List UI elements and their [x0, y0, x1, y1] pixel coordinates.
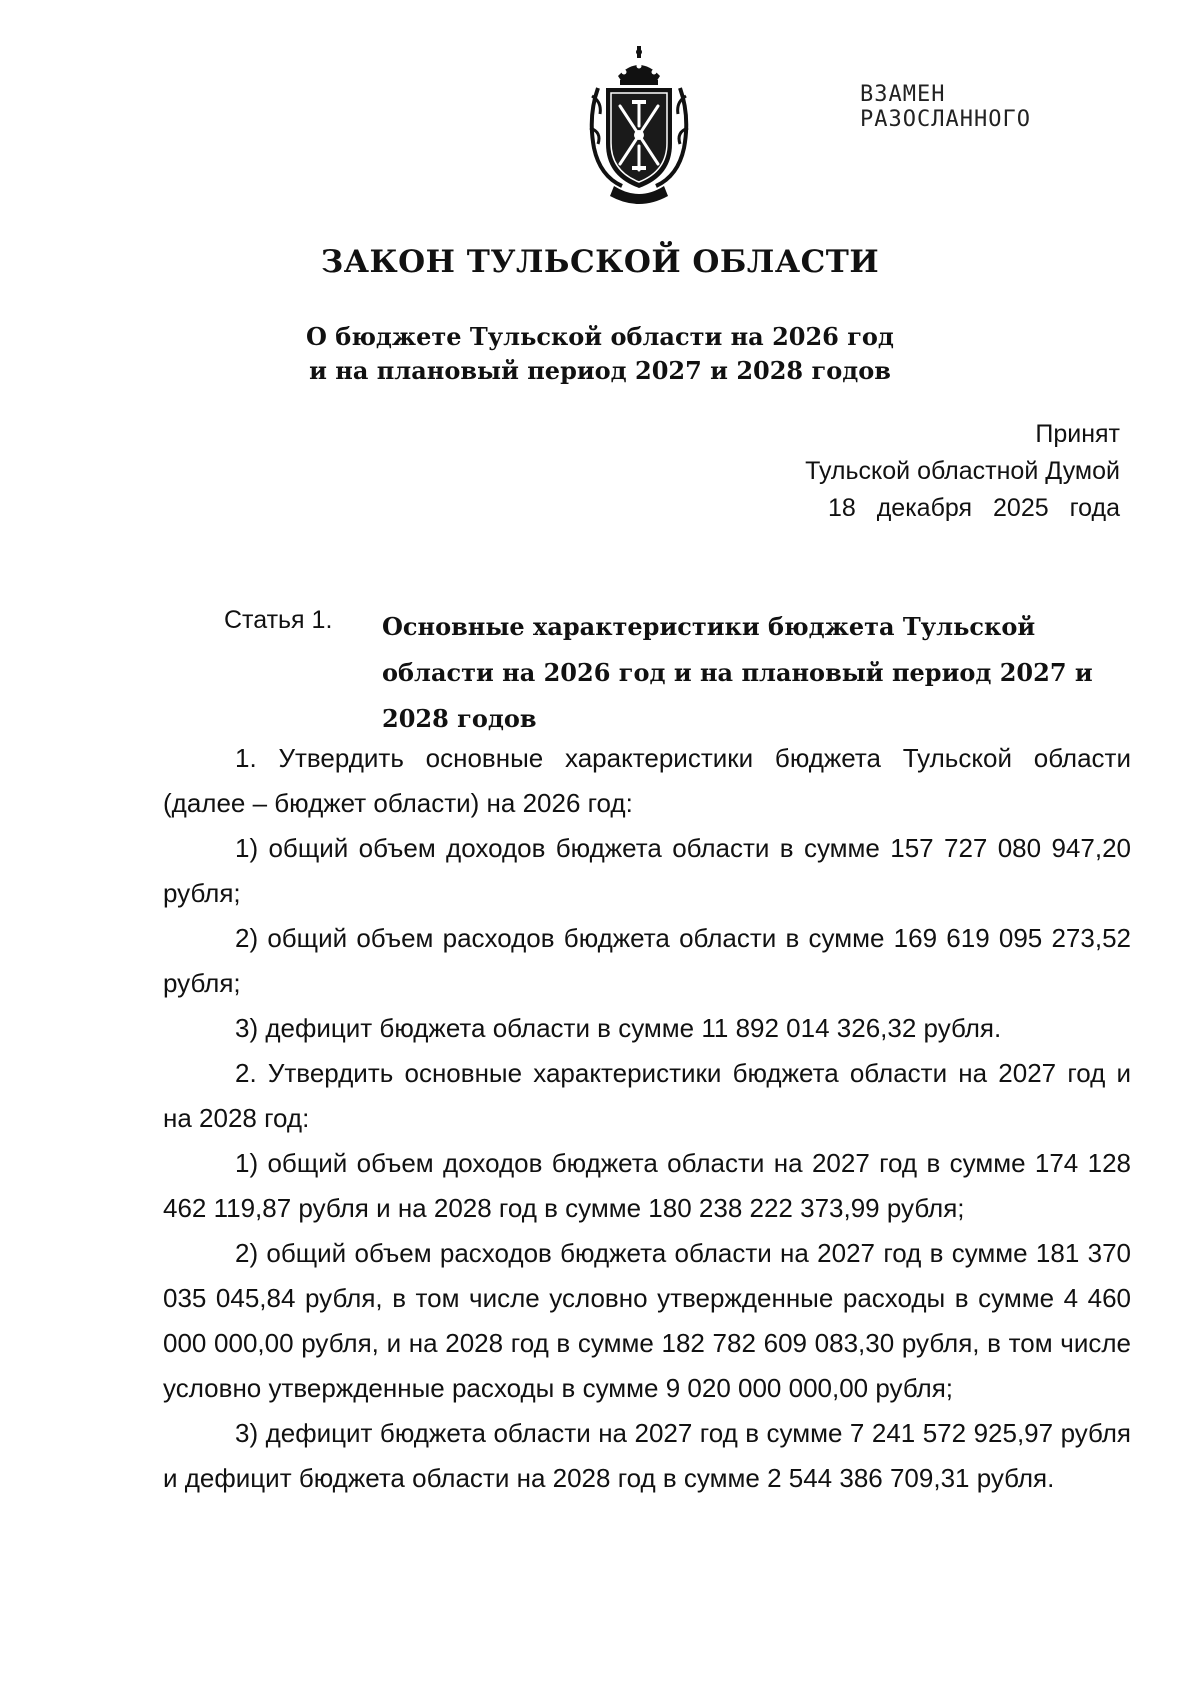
paragraph: 1. Утвердить основные характеристики бюджета Тульской области (далее – бюджет области) на 2026 год: [163, 743, 1131, 818]
paragraph: 3) дефицит бюджета области в сумме 11 892 014 326,32 рубля. [235, 1013, 1002, 1043]
law-subtitle-line: О бюджете Тульской области на 2026 год [306, 322, 894, 351]
paragraph: 2) общий объем расходов бюджета области в сумме 169 619 095 273,52 рубля; [163, 923, 1131, 998]
adoption-body: Тульской областной Думой [805, 457, 1120, 485]
paragraph: 3) дефицит бюджета области на 2027 год в сумме 7 241 572 925,97 рубля и дефицит бюджета области на 2028 год в сумме 2 544 386 709,31 рубля. [163, 1418, 1131, 1493]
law-title: ЗАКОН ТУЛЬСКОЙ ОБЛАСТИ [320, 244, 880, 280]
adoption-line: Принят [1035, 420, 1120, 448]
coat-of-arms-icon [584, 36, 694, 206]
adoption-date: 18 декабря 2025 года [827, 494, 1120, 522]
law-subtitle-line: и на плановый период 2027 и 2028 годов [309, 356, 891, 385]
law-subtitle [0, 320, 1200, 388]
article-heading: Основные характеристики бюджета Тульской области на 2026 год и на плановый период 2027 и 2028 годов [382, 612, 1093, 733]
article-body [163, 736, 1131, 1501]
article-label: Статья 1. [224, 606, 333, 634]
paragraph: 1) общий объем доходов бюджета области в сумме 157 727 080 947,20 рубля; [163, 833, 1131, 908]
paragraph: 1) общий объем доходов бюджета области на 2027 год в сумме 174 128 462 119,87 рубля и на 2028 год в сумме 180 238 222 373,99 рубля; [163, 1148, 1131, 1223]
paragraph: 2) общий объем расходов бюджета области на 2027 год в сумме 181 370 035 045,84 рубля, в том числе условно утвержденные расходы в сумме 4 460 000 000,00 рубля, и на 2028 год в сумме 182 782 609 083,30 рубля, в том числе условно утвержденные расходы в сумме 9 020 000 000,00 рубля; [163, 1238, 1131, 1403]
adoption-block [805, 416, 1120, 527]
replacement-stamp: ВЗАМЕН РАЗОСЛАННОГО [860, 82, 1031, 132]
paragraph: 2. Утвердить основные характеристики бюджета области на 2027 год и на 2028 год: [163, 1058, 1131, 1133]
